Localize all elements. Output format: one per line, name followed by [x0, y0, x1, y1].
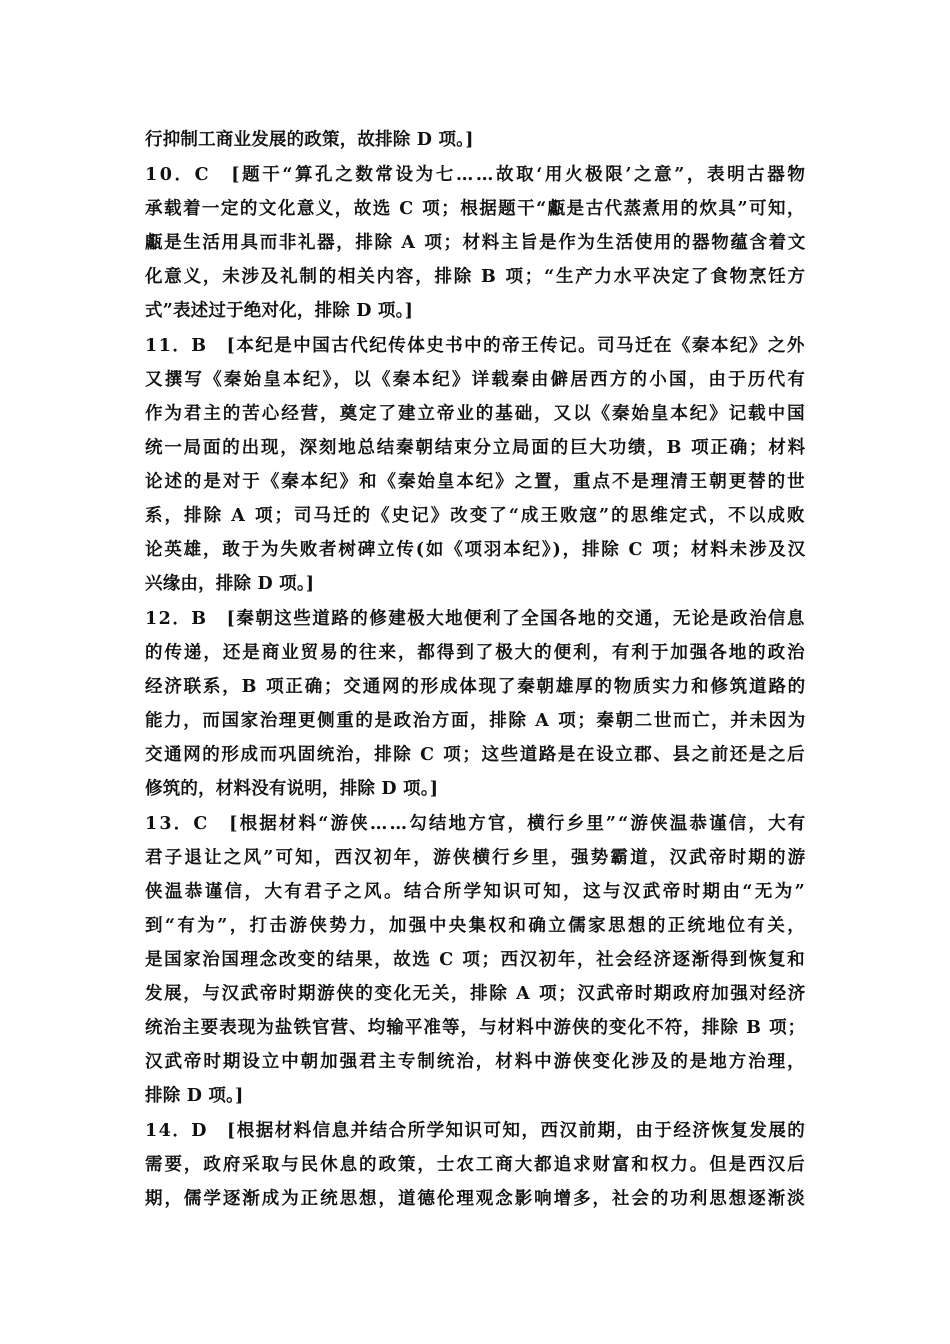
answer-continuation-line: 行抑制工商业发展的政策，故排除 D 项。] — [145, 130, 474, 150]
answer-11-line: 论英雄，敢于为失败者树碑立传(如《项羽本纪》)，排除 C 项；材料未涉及汉 — [145, 540, 807, 560]
answer-10-line: 甗是生活用具而非礼器，排除 A 项；材料主旨是作为生活使用的器物蕴含着文 — [145, 233, 807, 253]
answer-13-line: 发展，与汉武帝时期游侠的变化无关，排除 A 项；汉武帝时期政府加强对经济 — [145, 984, 807, 1004]
answer-12-line: 能力，而国家治理更侧重的是政治方面，排除 A 项；秦朝二世而亡，并未因为 — [145, 711, 807, 731]
answer-10-line: 化意义，未涉及礼制的相关内容，排除 B 项；“生产力水平决定了食物烹饪方 — [145, 267, 807, 287]
answer-13-line: 到“有为”，打击游侠势力，加强中央集权和确立儒家思想的正统地位有关， — [145, 916, 808, 936]
answer-10-line: 10．C [题干“算孔之数常设为七……故取‘用火极限’之意”，表明古器物 — [145, 165, 808, 185]
answer-11-line: 系，排除 A 项；司马迁的《史记》改变了“成王败寇”的思维定式，不以成败 — [145, 506, 807, 526]
answer-13-line: 是国家治国理念改变的结果，故选 C 项；西汉初年，社会经济逐渐得到恢复和 — [145, 950, 807, 970]
answer-11-line: 作为君主的苦心经营，奠定了建立帝业的基础，又以《秦始皇本纪》记载中国 — [145, 404, 807, 424]
answer-11-line: 论述的是对于《秦本纪》和《秦始皇本纪》之置，重点不是理清王朝更替的世 — [145, 472, 807, 492]
answer-13-line: 13．C [根据材料“游侠……勾结地方官，横行乡里”“游侠温恭谨信，大有 — [145, 814, 808, 834]
answer-11-line: 又撰写《秦始皇本纪》，以《秦本纪》详载秦由僻居西方的小国，由于历代有 — [145, 370, 808, 390]
answer-11-line: 兴缘由，排除 D 项。] — [145, 574, 315, 594]
answer-14-line: 需要，政府采取与民休息的政策，士农工商大都追求财富和权力。但是西汉后 — [145, 1155, 807, 1175]
answer-13-line: 汉武帝时期设立中朝加强君主专制统治，材料中游侠变化涉及的是地方治理， — [145, 1052, 807, 1072]
answer-11-line: 统一局面的出现，深刻地总结秦朝结束分立局面的巨大功绩，B 项正确；材料 — [145, 438, 807, 458]
answer-13-line: 统治主要表现为盐铁官营、均输平准等，与材料中游侠的变化不符，排除 B 项； — [145, 1018, 807, 1038]
answer-12-line: 修筑的，材料没有说明，排除 D 项。] — [145, 779, 439, 799]
answer-13-line: 侠温恭谨信，大有君子之风。结合所学知识可知，这与汉武帝时期由“无为” — [145, 882, 808, 902]
answer-10-line: 式”表述过于绝对化，排除 D 项。] — [145, 301, 414, 321]
answer-14-line: 期，儒学逐渐成为正统思想，道德伦理观念影响增多，社会的功利思想逐渐淡 — [145, 1189, 807, 1209]
answer-13-line: 君子退让之风”可知，西汉初年，游侠横行乡里，强势霸道，汉武帝时期的游 — [145, 848, 808, 868]
answer-10-line: 承载着一定的文化意义，故选 C 项；根据题干“甗是古代蒸煮用的炊具”可知， — [145, 199, 806, 219]
answer-14-line: 14．D [根据材料信息并结合所学知识可知，西汉前期，由于经济恢复发展的 — [145, 1121, 807, 1141]
answer-13-line: 排除 D 项。] — [145, 1086, 244, 1106]
answer-12-line: 12．B [秦朝这些道路的修建极大地便利了全国各地的交通，无论是政治信息 — [145, 609, 806, 629]
answer-12-line: 经济联系，B 项正确；交通网的形成体现了秦朝雄厚的物质实力和修筑道路的 — [145, 677, 807, 697]
answer-12-line: 的传递，还是商业贸易的往来，都得到了极大的便利，有利于加强各地的政治 — [145, 643, 807, 663]
answer-11-line: 11．B [本纪是中国古代纪传体史书中的帝王传记。司马迁在《秦本纪》之外 — [145, 336, 806, 356]
answer-12-line: 交通网的形成而巩固统治，排除 C 项；这些道路是在设立郡、县之前还是之后 — [145, 745, 807, 765]
